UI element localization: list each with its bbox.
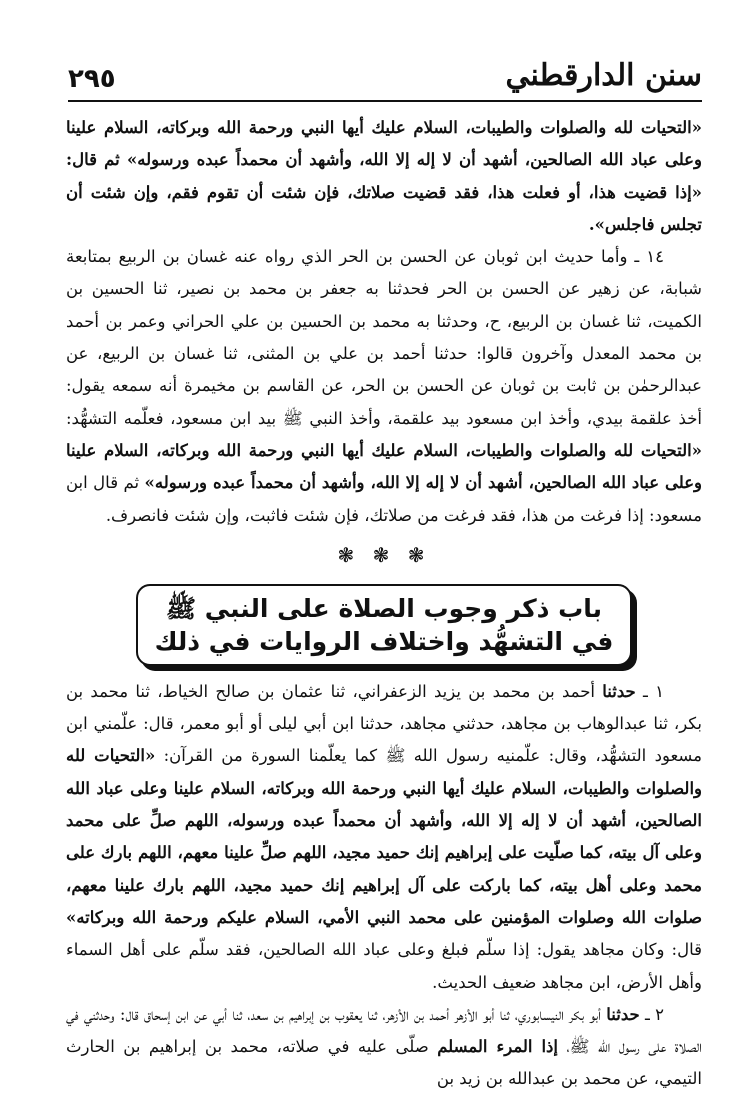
hadith-1-chain: أحمد بن محمد بن يزيد الزعفراني، ثنا عثمان بن صالح الخياط، ثنا محمد بن بكر، ثنا عبدالوهاب بن مجاهد، حدثني مجاهد، حدثنا ابن أبي ليلى أو أبو معمر، قال: علّمني ابن مسعود التشهُّد، وقال: علّمنيه رسول الله ﷺ كما يعلّمنا السورة من القرآن: (66, 681, 702, 766)
hadith-1 (66, 676, 702, 999)
hadith-14-ending: ثم قال ابن مسعود: إذا فرغت من هذا، فقد فرغت من صلاتك، فإن شئت فاثبت، وإن شئت فانصرف. (66, 473, 702, 525)
tashahhud-text: «التحيات لله والصلوات والطيبات، السلام عليك أيها النبي ورحمة الله وبركاته، السلام علينا وعلى عباد الله الصالحين، أشهد أن لا إله إلا الله، وأشهد أن محمداً عبده ورسوله» ثم قال: «إذا قضيت هذا، أو فعلت هذا، فقد قضيت صلاتك، فإن شئت أن تقوم فقم، وإن شئت أن تجلس فاجلس». (66, 118, 702, 234)
hadith-1-label: حدثنا (602, 681, 636, 701)
chapter-heading (136, 584, 632, 666)
hadith-14 (66, 241, 702, 532)
page-number: ٢٩٥ (68, 64, 116, 94)
page-body (66, 112, 702, 1096)
section-separator: ❃ ❃ ❃ (337, 542, 431, 567)
chapter-title-line-2: في التشهُّد واختلاف الروايات في ذلك (154, 626, 614, 656)
hadith-2-ending: صلّى عليه في صلاته، محمد بن إبراهيم بن الحارث التيمي، عن محمد بن عبدالله بن زيد بن (66, 1037, 702, 1089)
chapter-title-line-1: باب ذكر وجوب الصلاة على النبي ﷺ (165, 593, 603, 623)
hadith-2-label: حدثنا (606, 1004, 640, 1024)
hadith-2-number: ٢ ـ (639, 1004, 664, 1024)
hadith-1-text: «التحيات لله والصلوات والطيبات، السلام عليك أيها النبي ورحمة الله وبركاته، السلام علينا وعلى عباد الله الصالحين، أشهد أن لا إله إلا الله، وأشهد أن محمداً عبده ورسوله، اللهم صلِّ على محمد وعلى آل بيته، كما صلّيت على إبراهيم إنك حميد مجيد، اللهم صلِّ علينا معهم، اللهم بارك على محمد وعلى أهل بيته، كما باركت على آل إبراهيم إنك حميد مجيد، اللهم بارك علينا معهم، صلوات الله وصلوات المؤمنين على محمد النبي الأمي، السلام عليكم ورحمة الله وبركاته» (66, 746, 702, 927)
hadith-1-number: ١ ـ (635, 681, 665, 701)
hadith-2-text: إذا المرء المسلم (437, 1037, 558, 1057)
running-title: سنن الدارقطني (505, 58, 702, 93)
page-header (68, 58, 702, 102)
hadith-continuation (66, 112, 702, 241)
hadith-2-chain: أبو بكر النيسابوري، ثنا أبو الأزهر أحمد بن الأزهر، ثنا يعقوب بن إبراهيم بن سعد، ثنا أبي عن ابن إسحاق قال: وحدثني في الصلاة على رسول الله ﷺ، (66, 1004, 702, 1057)
hadith-14-tashahhud: «التحيات لله والصلوات والطيبات، السلام عليك أيها النبي ورحمة الله وبركاته، السلام علينا وعلى عباد الله الصالحين، أشهد أن لا إله إلا الله، وأشهد أن محمداً عبده ورسوله» (66, 440, 703, 493)
hadith-1-ending: قال: وكان مجاهد يقول: إذا سلّم فبلغ وعلى عباد الله الصالحين، فقد سلّم على أهل السماء وأهل الأرض، ابن مجاهد ضعيف الحديث. (66, 940, 702, 992)
hadith-2 (66, 999, 702, 1096)
hadith-14-chain: ١٤ ـ وأما حديث ابن ثوبان عن الحسن بن الحر الذي رواه عنه غسان بن الربيع بمتابعة شبابة، عن زهير عن الحسن بن الحر فحدثنا به جعفر بن محمد بن نصير، ثنا الحسين بن الكميت، ثنا غسان بن الربيع، ح، وحدثنا به محمد بن الحسين بن علي الحراني وعمر بن أحمد بن محمد المعدل وآخرون قالوا: حدثنا أحمد بن علي بن المثنى، ثنا غسان بن الربيع، عن عبدالرحمٰن بن ثابت بن ثوبان عن الحسن بن الحر، عن القاسم بن مخيمرة أنه سمعه يقول: أخذ علقمة بيدي، وأخذ ابن مسعود بيد علقمة، وأخذ النبي ﷺ بيد ابن مسعود، فعلّمه التشهُّد: (66, 247, 702, 428)
